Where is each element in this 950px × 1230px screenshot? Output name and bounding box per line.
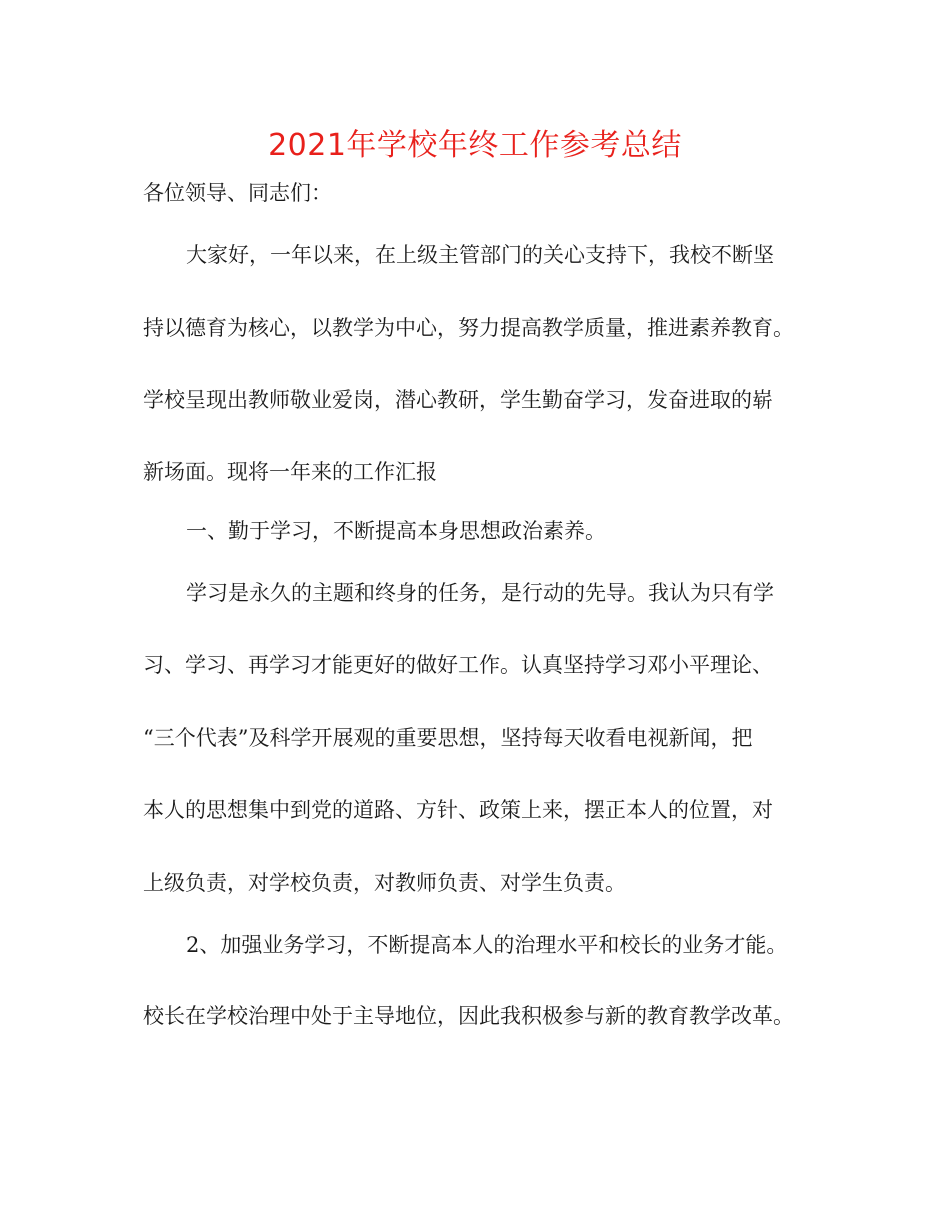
text-line: 学习是永久的主题和终身的任务，是行动的先导。我认为只有学 — [186, 581, 774, 605]
section-heading: 一、勤于学习，不断提高本身思想政治素养。 — [186, 519, 606, 543]
document-title: 2021年学校年终工作参考总结 — [268, 128, 682, 163]
text-line: 各位领导、同志们： — [143, 181, 332, 205]
text-line: “三个代表”及科学开展观的重要思想，坚持每天收看电视新闻，把 — [143, 726, 753, 750]
section-heading: 2、加强业务学习，不断提高本人的治理水平和校长的业务才能。 — [186, 933, 788, 957]
text-line: 校长在学校治理中处于主导地位，因此我积极参与新的教育教学改革。 — [143, 1004, 794, 1028]
text-line: 持以德育为核心，以教学为中心，努力提高教学质量，推进素养教育。 — [143, 316, 794, 340]
text-line: 大家好，一年以来，在上级主管部门的关心支持下，我校不断坚 — [186, 243, 774, 267]
text-line: 习、学习、再学习才能更好的做好工作。认真坚持学习邓小平理论、 — [143, 653, 773, 677]
text-line: 新场面。现将一年来的工作汇报 — [143, 460, 437, 484]
text-line: 本人的思想集中到党的道路、方针、政策上来，摆正本人的位置，对 — [143, 798, 773, 822]
text-line: 学校呈现出教师敬业爱岗，潜心教研，学生勤奋学习，发奋进取的崭 — [143, 388, 773, 412]
text-line: 上级负责，对学校负责，对教师负责、对学生负责。 — [143, 871, 626, 895]
